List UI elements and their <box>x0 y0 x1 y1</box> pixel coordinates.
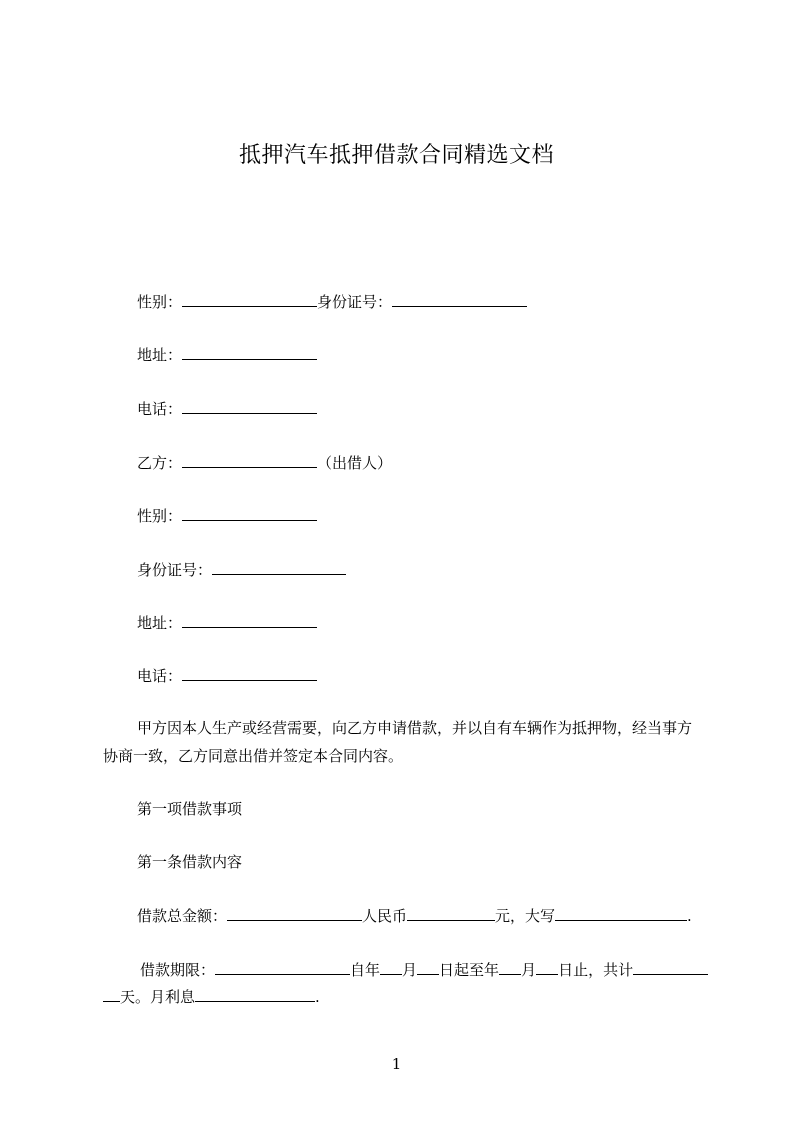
page-title: 抵押汽车抵押借款合同精选文档 <box>238 143 554 168</box>
loan-term-blank <box>215 959 350 975</box>
loan-amount-rmb-label: 人民币 <box>362 907 408 925</box>
party-b-gender-line <box>137 505 317 526</box>
loan-term-day-to-year: 日起至年 <box>439 961 500 979</box>
party-a-phone-line <box>137 398 317 419</box>
loan-term-month1-blank <box>380 959 402 975</box>
party-b-gender-blank <box>182 505 317 521</box>
loan-term-end: . <box>315 988 320 1006</box>
party-a-id-label: 身份证号： <box>317 293 393 311</box>
loan-amount-label: 借款总金额： <box>137 907 228 925</box>
party-b-phone-line <box>137 665 317 686</box>
loan-term-from-year: 自年 <box>350 961 381 979</box>
clause-heading: 第一条借款内容 <box>137 853 243 871</box>
party-b-address-label: 地址： <box>137 614 183 632</box>
loan-term-label: 借款期限： <box>140 961 216 979</box>
party-b-phone-label: 电话： <box>137 667 183 685</box>
intro-paragraph: 甲方因本人生产或经营需要，向乙方申请借款，并以自有车辆作为抵押物，经当事方协商一致，乙方同意出借并签定本合同内容。 <box>103 719 693 765</box>
party-b-id-line <box>137 559 346 580</box>
loan-term-month2: 月 <box>521 961 537 979</box>
loan-term-total-blank-cont <box>103 986 120 1002</box>
party-b-phone-blank <box>182 665 317 681</box>
party-a-gender-label: 性别： <box>137 293 183 311</box>
party-a-address-label: 地址： <box>137 346 183 364</box>
loan-term-month2-blank <box>499 959 521 975</box>
loan-term-line-1 <box>140 959 708 980</box>
loan-term-total-blank <box>633 959 708 975</box>
party-b-address-blank <box>182 612 317 628</box>
loan-amount-end: . <box>687 907 692 925</box>
party-b-label: 乙方： <box>137 454 183 472</box>
party-b-name-blank <box>182 452 317 468</box>
section-heading: 第一项借款事项 <box>137 800 243 818</box>
loan-term-interest-blank <box>195 986 315 1002</box>
loan-term-day-end-total: 日止，共计 <box>558 961 634 979</box>
loan-term-days-interest: 天。月利息 <box>120 988 196 1006</box>
party-b-address-line <box>137 612 317 633</box>
loan-amount-line <box>137 905 692 926</box>
party-b-role: （出借人） <box>317 454 393 472</box>
loan-term-day1-blank <box>417 959 439 975</box>
loan-amount-yuan-label: 元，大写 <box>495 907 556 925</box>
loan-amount-capital-blank <box>555 905 687 921</box>
page-number: 1 <box>391 1055 402 1073</box>
loan-term-line-2 <box>103 986 320 1007</box>
party-b-id-label: 身份证号： <box>137 561 213 579</box>
loan-amount-rmb-blank <box>407 905 495 921</box>
loan-amount-blank <box>227 905 362 921</box>
party-a-phone-blank <box>182 398 317 414</box>
party-a-id-blank <box>392 291 527 307</box>
party-b-id-blank <box>212 559 346 575</box>
party-a-address-blank <box>182 344 317 360</box>
party-b-gender-label: 性别： <box>137 507 183 525</box>
party-b-name-line <box>137 452 392 473</box>
loan-term-month1: 月 <box>402 961 418 979</box>
party-a-gender-line <box>137 291 527 312</box>
party-a-gender-blank <box>182 291 317 307</box>
party-a-phone-label: 电话： <box>137 400 183 418</box>
loan-term-day2-blank <box>536 959 558 975</box>
party-a-address-line <box>137 344 317 365</box>
